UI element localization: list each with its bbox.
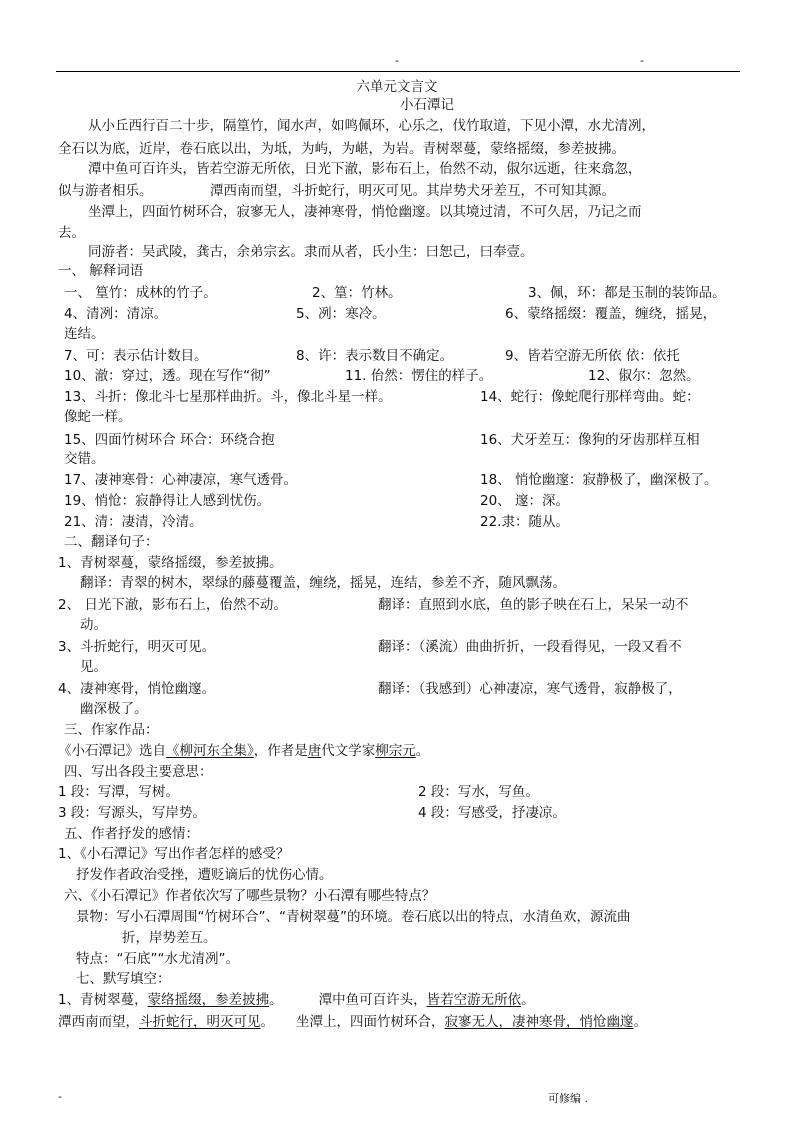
vocab-15: 15、四面竹树环合 环合：环绕合抱	[64, 432, 275, 448]
recite-4-prompt: 坐潭上，四面竹树环合，	[296, 1014, 445, 1030]
vocab-14-cont: 像蛇一样。	[64, 409, 132, 425]
vocab-19: 19、悄怆：寂静得让人感到忧伤。	[64, 493, 271, 509]
section-3-heading: 三、作家作品：	[64, 722, 159, 738]
vocab-14: 14、蛇行：像蛇爬行那样弯曲。蛇：	[480, 389, 700, 405]
recite-row-1	[58, 991, 535, 1009]
author-collection: 《柳河东全集》	[166, 743, 254, 759]
recite-2-answer: 皆若空游无所依	[426, 992, 522, 1008]
scenery-answer: 景物：写小石潭周围“竹树环合”、“青树翠蔓”的环境。卷石底以出的特点，水清鱼欢，源流曲	[76, 909, 631, 925]
section-1-heading: 一、 解释词语	[58, 263, 144, 279]
vocab-8: 8、许：表示数目不确定。	[296, 348, 454, 364]
author-from: 选自	[139, 743, 166, 759]
author-name: 柳宗元	[375, 743, 416, 759]
vocab-1: 一、 篁竹：成林的竹子。	[64, 285, 217, 301]
author-is: ，作者是	[253, 743, 308, 759]
recite-3-prompt: 潭西南而望，	[58, 1014, 139, 1030]
recite-1-prompt: 1、青树翠蔓，	[58, 992, 148, 1008]
text-p1b: 全石以为底，近岸，卷石底以出，为坻，为屿，为嵁，为岩。青树翠蔓，蒙络摇缀，参差披拂。	[58, 141, 625, 157]
translate-3-answer: 翻译：（溪流）曲曲折折，一段看得见，一段又看不	[378, 639, 682, 655]
text-p4: 同游者：吴武陵，龚古，余弟宗玄。隶而从者，氏小生：曰恕己，曰奉壹。	[88, 244, 534, 260]
feature-answer: 特点：“石底”“水尤清冽”。	[76, 951, 239, 967]
vocab-20: 20、 邃：深。	[480, 493, 569, 509]
translate-4: 4、凄神寒骨，悄怆幽邃。	[58, 681, 216, 697]
vocab-6: 6、蒙络摇缀：覆盖，缠绕，摇晃，	[505, 306, 717, 322]
text-p2c: 潭西南而望，斗折蛇行，明灭可见。其岸势犬牙差互，不可知其源。	[210, 183, 615, 199]
vocab-4: 4、清冽：清凉。	[64, 306, 168, 322]
translate-1-answer: 翻译：青翠的树木，翠绿的藤蔓覆盖，缠绕，摇晃，连结，参差不齐，随风飘荡。	[80, 575, 566, 591]
recite-row-2	[58, 1013, 647, 1031]
vocab-10: 10、澈：穿过，透。现在写作“彻”	[64, 368, 271, 384]
para-meaning-1: 1 段：写潭，写树。	[58, 784, 179, 800]
author-role: 代文学家	[321, 743, 376, 759]
vocab-18: 18、 悄怆幽邃：寂静极了，幽深极了。	[480, 472, 718, 488]
header-dash-left: -	[395, 54, 399, 67]
vocab-17: 17、凄神寒骨：心神凄凉，寒气透骨。	[64, 472, 298, 488]
vocab-21: 21、清：凄清，冷清。	[64, 514, 203, 530]
vocab-11: 11. 佁然：愣住的样子。	[345, 368, 493, 384]
vocab-16: 16、犬牙差互：像狗的牙齿那样互相	[480, 432, 700, 448]
recite-2-prompt: 潭中鱼可百许头，	[318, 992, 427, 1008]
para-meaning-4: 4 段：写感受，抒凄凉。	[418, 805, 566, 821]
text-p3a: 坐潭上，四面竹树环合，寂寥无人，凄神寒骨，悄怆幽邃。以其境过清，不可久居，乃记之而	[88, 204, 642, 220]
section-4-heading: 四、写出各段主要意思：	[64, 764, 213, 780]
author-line	[58, 742, 429, 760]
section-7-heading: 七、默写填空：	[76, 971, 171, 987]
recite-1-answer: 蒙络摇缀，参差披拂	[147, 992, 270, 1008]
para-meaning-3: 3 段：写源头，写岸势。	[58, 805, 206, 821]
vocab-16-cont: 交错。	[64, 451, 105, 467]
footer-dash: -	[58, 1090, 62, 1103]
text-p2b: 似与游者相乐。	[58, 183, 153, 199]
author-period: 。	[415, 743, 430, 759]
translate-2-cont: 动。	[80, 617, 107, 633]
vocab-13: 13、斗折：像北斗七星那样曲折。斗，像北斗星一样。	[64, 389, 392, 405]
text-p3b: 去。	[58, 225, 85, 241]
para-meaning-2: 2 段：写水，写鱼。	[418, 784, 539, 800]
translate-3-cont: 见。	[80, 659, 107, 675]
page-title: 六单元文言文	[356, 79, 438, 95]
vocab-6-cont: 连结。	[64, 326, 105, 342]
page-subtitle: 小石潭记	[400, 97, 454, 113]
recite-4-answer: 寂寥无人，凄神寒骨，悄怆幽邃	[444, 1014, 634, 1030]
text-p2a: 潭中鱼可百许头，皆若空游无所依，日光下澈，影布石上，佁然不动，俶尔远逝，往来翕忽，	[88, 161, 642, 177]
recite-4-period: 。	[633, 1014, 647, 1030]
vocab-9: 9、皆若空游无所依 依：依托	[505, 348, 680, 364]
translate-1: 1、青树翠蔓，蒙络摇缀，参差披拂。	[58, 555, 283, 571]
scenery-answer-cont: 折，岸势差互。	[122, 930, 217, 946]
author-work-title: 《小石潭记》	[58, 743, 139, 759]
recite-3-answer: 斗折蛇行，明灭可见	[139, 1014, 261, 1030]
text-p1a: 从小丘西行百二十步，隔篁竹，闻水声，如鸣佩环，心乐之，伐竹取道，下见小潭，水尤清冽，	[88, 118, 655, 134]
feeling-question: 1、《小石潭记》写出作者怎样的感受？	[58, 846, 290, 862]
section-5-heading: 五、作者抒发的感情：	[64, 826, 199, 842]
section-6-heading: 六、《小石潭记》作者依次写了哪些景物？小石潭有哪些特点？	[64, 888, 436, 904]
vocab-12: 12、俶尔：忽然。	[588, 368, 700, 384]
translate-2-answer: 翻译：直照到水底，鱼的影子映在石上，呆呆一动不	[378, 597, 689, 613]
footer-editable-note: 可修编 .	[548, 1092, 588, 1105]
translate-3: 3、斗折蛇行，明灭可见。	[58, 639, 216, 655]
feeling-answer: 抒发作者政治受挫，遭贬谪后的忧伤心情。	[76, 867, 333, 883]
vocab-2: 2、篁：竹林。	[312, 285, 402, 301]
vocab-22: 22.隶：随从。	[480, 514, 569, 530]
recite-2-period: 。	[521, 992, 535, 1008]
recite-3-period: 。	[260, 1014, 274, 1030]
section-2-heading: 二、翻译句子：	[64, 534, 159, 550]
translate-4-cont: 幽深极了。	[80, 701, 148, 717]
vocab-7: 7、可：表示估计数目。	[64, 348, 208, 364]
translate-4-answer: 翻译：（我感到）心神凄凉，寒气透骨，寂静极了，	[378, 681, 682, 697]
header-dash-right: -	[640, 54, 644, 67]
recite-1-period: 。	[269, 992, 283, 1008]
translate-2: 2、 日光下澈，影布石上，佁然不动。	[58, 597, 287, 613]
vocab-5: 5、冽：寒冷。	[296, 306, 386, 322]
header-rule	[56, 71, 740, 72]
vocab-3: 3、佩，环：都是玉制的装饰品。	[528, 285, 726, 301]
author-dynasty: 唐	[307, 743, 322, 759]
